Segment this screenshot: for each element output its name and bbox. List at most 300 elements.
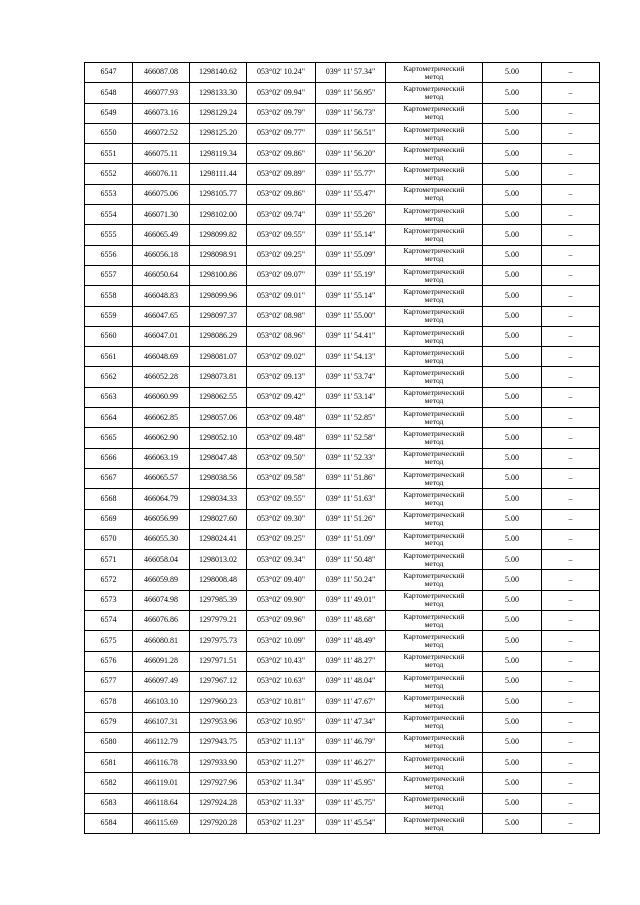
table-row <box>85 448 600 468</box>
table-row <box>85 753 600 773</box>
longitude-cell: 039° 11' 56.20" <box>316 144 386 164</box>
table-row <box>85 245 600 265</box>
latitude-cell: 053°02' 09.55" <box>247 225 316 245</box>
y-coordinate-cell: 1298119.34 <box>190 144 247 164</box>
method-cell <box>386 793 483 813</box>
x-coordinate-cell: 466107.31 <box>133 712 190 732</box>
method-line2: метод <box>424 234 444 244</box>
table-row <box>85 367 600 387</box>
table-row <box>85 468 600 488</box>
accuracy-cell: 5.00 <box>483 63 542 83</box>
y-coordinate-cell: 1298099.82 <box>190 225 247 245</box>
table-row <box>85 265 600 285</box>
latitude-cell: 053°02' 09.13" <box>247 367 316 387</box>
method-cell <box>386 753 483 773</box>
method-line1: Картометрический <box>403 571 465 581</box>
method-line1: Картометрический <box>403 449 465 459</box>
method-line2: метод <box>424 761 444 771</box>
point-number-cell: 6568 <box>85 489 133 509</box>
method-line2: метод <box>424 91 444 101</box>
table-row <box>85 103 600 123</box>
method-cell <box>386 83 483 103</box>
latitude-cell: 053°02' 09.89" <box>247 164 316 184</box>
x-coordinate-cell: 466103.10 <box>133 692 190 712</box>
method-line2: метод <box>424 436 444 446</box>
x-coordinate-cell: 466063.19 <box>133 448 190 468</box>
x-coordinate-cell: 466062.85 <box>133 408 190 428</box>
method-line2: метод <box>424 579 444 589</box>
method-line2: метод <box>424 152 444 162</box>
accuracy-cell: 5.00 <box>483 529 542 549</box>
y-coordinate-cell: 1298052.10 <box>190 428 247 448</box>
longitude-cell: 039° 11' 55.26" <box>316 205 386 225</box>
accuracy-cell: 5.00 <box>483 590 542 610</box>
x-coordinate-cell: 466073.16 <box>133 103 190 123</box>
point-number-cell: 6578 <box>85 692 133 712</box>
x-coordinate-cell: 466077.93 <box>133 83 190 103</box>
latitude-cell: 053°02' 09.96" <box>247 611 316 631</box>
method-line1: Картометрический <box>403 652 465 662</box>
note-cell: – <box>542 245 600 265</box>
method-line1: Картометрический <box>403 347 465 357</box>
method-line2: метод <box>424 802 444 812</box>
point-number-cell: 6556 <box>85 245 133 265</box>
method-cell <box>386 448 483 468</box>
method-line1: Картометрический <box>403 185 465 195</box>
longitude-cell: 039° 11' 54.13" <box>316 347 386 367</box>
note-cell: – <box>542 611 600 631</box>
longitude-cell: 039° 11' 55.47" <box>316 184 386 204</box>
note-cell: – <box>542 164 600 184</box>
note-cell: – <box>542 753 600 773</box>
method-line2: метод <box>424 396 444 406</box>
note-cell: – <box>542 144 600 164</box>
method-line1: Картометрический <box>403 286 465 296</box>
method-line1: Картометрический <box>403 611 465 621</box>
y-coordinate-cell: 1298125.20 <box>190 123 247 143</box>
accuracy-cell: 5.00 <box>483 813 542 833</box>
point-number-cell: 6575 <box>85 631 133 651</box>
longitude-cell: 039° 11' 48.27" <box>316 651 386 671</box>
note-cell: – <box>542 225 600 245</box>
longitude-cell: 039° 11' 55.14" <box>316 225 386 245</box>
method-line2: метод <box>424 619 444 629</box>
method-line2: метод <box>424 315 444 325</box>
y-coordinate-cell: 1297927.96 <box>190 773 247 793</box>
point-number-cell: 6561 <box>85 347 133 367</box>
point-number-cell: 6577 <box>85 671 133 691</box>
method-cell <box>386 144 483 164</box>
table-row <box>85 590 600 610</box>
accuracy-cell: 5.00 <box>483 448 542 468</box>
method-line1: Картометрический <box>403 368 465 378</box>
point-number-cell: 6567 <box>85 468 133 488</box>
longitude-cell: 039° 11' 47.67" <box>316 692 386 712</box>
method-line1: Картометрический <box>403 226 465 236</box>
longitude-cell: 039° 11' 55.09" <box>316 245 386 265</box>
accuracy-cell: 5.00 <box>483 692 542 712</box>
coordinates-table <box>84 62 600 834</box>
method-cell <box>386 529 483 549</box>
accuracy-cell: 5.00 <box>483 286 542 306</box>
x-coordinate-cell: 466075.06 <box>133 184 190 204</box>
point-number-cell: 6547 <box>85 63 133 83</box>
y-coordinate-cell: 1298057.06 <box>190 408 247 428</box>
method-line1: Картометрический <box>403 165 465 175</box>
accuracy-cell: 5.00 <box>483 793 542 813</box>
table-row <box>85 326 600 346</box>
note-cell: – <box>542 184 600 204</box>
note-cell: – <box>542 428 600 448</box>
method-line1: Картометрический <box>403 388 465 398</box>
latitude-cell: 053°02' 10.95" <box>247 712 316 732</box>
longitude-cell: 039° 11' 57.34" <box>316 63 386 83</box>
method-line1: Картометрический <box>403 774 465 784</box>
method-line1: Картометрический <box>403 469 465 479</box>
x-coordinate-cell: 466087.08 <box>133 63 190 83</box>
note-cell: – <box>542 83 600 103</box>
point-number-cell: 6562 <box>85 367 133 387</box>
accuracy-cell: 5.00 <box>483 123 542 143</box>
method-cell <box>386 164 483 184</box>
method-cell <box>386 205 483 225</box>
y-coordinate-cell: 1297975.73 <box>190 631 247 651</box>
table-row <box>85 712 600 732</box>
note-cell: – <box>542 367 600 387</box>
method-line1: Картометрический <box>403 83 465 93</box>
point-number-cell: 6583 <box>85 793 133 813</box>
latitude-cell: 053°02' 11.27" <box>247 753 316 773</box>
table-row <box>85 509 600 529</box>
x-coordinate-cell: 466056.18 <box>133 245 190 265</box>
note-cell: – <box>542 550 600 570</box>
method-cell <box>386 773 483 793</box>
latitude-cell: 053°02' 09.79" <box>247 103 316 123</box>
method-line2: метод <box>424 193 444 203</box>
x-coordinate-cell: 466050.64 <box>133 265 190 285</box>
method-cell <box>386 671 483 691</box>
point-number-cell: 6584 <box>85 813 133 833</box>
y-coordinate-cell: 1297933.90 <box>190 753 247 773</box>
table-row <box>85 611 600 631</box>
accuracy-cell: 5.00 <box>483 265 542 285</box>
x-coordinate-cell: 466080.81 <box>133 631 190 651</box>
longitude-cell: 039° 11' 52.33" <box>316 448 386 468</box>
method-cell <box>386 387 483 407</box>
method-line2: метод <box>424 639 444 649</box>
x-coordinate-cell: 466059.89 <box>133 570 190 590</box>
y-coordinate-cell: 1298027.60 <box>190 509 247 529</box>
method-line2: метод <box>424 71 444 81</box>
table-row <box>85 732 600 752</box>
method-line2: метод <box>424 477 444 487</box>
accuracy-cell: 5.00 <box>483 387 542 407</box>
method-cell <box>386 712 483 732</box>
method-cell <box>386 428 483 448</box>
method-line1: Картометрический <box>403 672 465 682</box>
point-number-cell: 6579 <box>85 712 133 732</box>
table-row <box>85 63 600 83</box>
longitude-cell: 039° 11' 51.09" <box>316 529 386 549</box>
latitude-cell: 053°02' 11.34" <box>247 773 316 793</box>
table-row <box>85 347 600 367</box>
x-coordinate-cell: 466119.01 <box>133 773 190 793</box>
point-number-cell: 6550 <box>85 123 133 143</box>
y-coordinate-cell: 1298097.37 <box>190 306 247 326</box>
accuracy-cell: 5.00 <box>483 631 542 651</box>
note-cell: – <box>542 103 600 123</box>
y-coordinate-cell: 1298047.48 <box>190 448 247 468</box>
x-coordinate-cell: 466112.79 <box>133 732 190 752</box>
point-number-cell: 6548 <box>85 83 133 103</box>
note-cell: – <box>542 813 600 833</box>
y-coordinate-cell: 1297971.51 <box>190 651 247 671</box>
y-coordinate-cell: 1298013.02 <box>190 550 247 570</box>
accuracy-cell: 5.00 <box>483 144 542 164</box>
point-number-cell: 6574 <box>85 611 133 631</box>
point-number-cell: 6576 <box>85 651 133 671</box>
point-number-cell: 6557 <box>85 265 133 285</box>
x-coordinate-cell: 466048.83 <box>133 286 190 306</box>
point-number-cell: 6552 <box>85 164 133 184</box>
point-number-cell: 6582 <box>85 773 133 793</box>
method-cell <box>386 103 483 123</box>
method-line1: Картометрический <box>403 814 465 824</box>
x-coordinate-cell: 466065.49 <box>133 225 190 245</box>
method-line2: метод <box>424 173 444 183</box>
table-row <box>85 692 600 712</box>
note-cell: – <box>542 387 600 407</box>
accuracy-cell: 5.00 <box>483 225 542 245</box>
method-line2: метод <box>424 112 444 122</box>
longitude-cell: 039° 11' 51.26" <box>316 509 386 529</box>
point-number-cell: 6581 <box>85 753 133 773</box>
method-line2: метод <box>424 558 444 568</box>
method-line1: Картометрический <box>403 591 465 601</box>
method-cell <box>386 570 483 590</box>
accuracy-cell: 5.00 <box>483 184 542 204</box>
y-coordinate-cell: 1298073.81 <box>190 367 247 387</box>
method-line1: Картометрический <box>403 550 465 560</box>
table-row <box>85 671 600 691</box>
method-line1: Картометрический <box>403 713 465 723</box>
accuracy-cell: 5.00 <box>483 428 542 448</box>
y-coordinate-cell: 1298140.62 <box>190 63 247 83</box>
x-coordinate-cell: 466060.99 <box>133 387 190 407</box>
table-row <box>85 773 600 793</box>
longitude-cell: 039° 11' 56.73" <box>316 103 386 123</box>
latitude-cell: 053°02' 10.43" <box>247 651 316 671</box>
y-coordinate-cell: 1298100.86 <box>190 265 247 285</box>
note-cell: – <box>542 773 600 793</box>
y-coordinate-cell: 1297953.96 <box>190 712 247 732</box>
accuracy-cell: 5.00 <box>483 732 542 752</box>
point-number-cell: 6572 <box>85 570 133 590</box>
method-cell <box>386 611 483 631</box>
x-coordinate-cell: 466047.65 <box>133 306 190 326</box>
table-row <box>85 164 600 184</box>
method-cell <box>386 813 483 833</box>
note-cell: – <box>542 509 600 529</box>
latitude-cell: 053°02' 11.13" <box>247 732 316 752</box>
method-cell <box>386 732 483 752</box>
note-cell: – <box>542 468 600 488</box>
method-line2: метод <box>424 497 444 507</box>
note-cell: – <box>542 408 600 428</box>
x-coordinate-cell: 466071.30 <box>133 205 190 225</box>
longitude-cell: 039° 11' 45.54" <box>316 813 386 833</box>
longitude-cell: 039° 11' 46.27" <box>316 753 386 773</box>
longitude-cell: 039° 11' 48.49" <box>316 631 386 651</box>
y-coordinate-cell: 1298099.96 <box>190 286 247 306</box>
method-line2: метод <box>424 335 444 345</box>
latitude-cell: 053°02' 09.42" <box>247 387 316 407</box>
method-line2: метод <box>424 132 444 142</box>
x-coordinate-cell: 466064.79 <box>133 489 190 509</box>
y-coordinate-cell: 1297920.28 <box>190 813 247 833</box>
y-coordinate-cell: 1298098.91 <box>190 245 247 265</box>
x-coordinate-cell: 466065.57 <box>133 468 190 488</box>
method-line2: метод <box>424 416 444 426</box>
x-coordinate-cell: 466058.04 <box>133 550 190 570</box>
method-line1: Картометрический <box>403 753 465 763</box>
table-row <box>85 144 600 164</box>
accuracy-cell: 5.00 <box>483 367 542 387</box>
accuracy-cell: 5.00 <box>483 306 542 326</box>
note-cell: – <box>542 123 600 143</box>
method-cell <box>386 631 483 651</box>
method-line2: метод <box>424 721 444 731</box>
latitude-cell: 053°02' 09.77" <box>247 123 316 143</box>
method-line2: метод <box>424 599 444 609</box>
coordinates-table-body <box>85 63 600 834</box>
method-cell <box>386 326 483 346</box>
method-cell <box>386 245 483 265</box>
y-coordinate-cell: 1297943.75 <box>190 732 247 752</box>
method-cell <box>386 306 483 326</box>
y-coordinate-cell: 1298008.48 <box>190 570 247 590</box>
latitude-cell: 053°02' 09.25" <box>247 529 316 549</box>
point-number-cell: 6569 <box>85 509 133 529</box>
method-cell <box>386 123 483 143</box>
latitude-cell: 053°02' 09.55" <box>247 489 316 509</box>
accuracy-cell: 5.00 <box>483 164 542 184</box>
accuracy-cell: 5.00 <box>483 347 542 367</box>
method-cell <box>386 468 483 488</box>
accuracy-cell: 5.00 <box>483 550 542 570</box>
longitude-cell: 039° 11' 47.34" <box>316 712 386 732</box>
point-number-cell: 6580 <box>85 732 133 752</box>
accuracy-cell: 5.00 <box>483 205 542 225</box>
longitude-cell: 039° 11' 56.51" <box>316 123 386 143</box>
latitude-cell: 053°02' 09.74" <box>247 205 316 225</box>
longitude-cell: 039° 11' 55.14" <box>316 286 386 306</box>
longitude-cell: 039° 11' 53.14" <box>316 387 386 407</box>
accuracy-cell: 5.00 <box>483 611 542 631</box>
method-line2: метод <box>424 538 444 548</box>
accuracy-cell: 5.00 <box>483 712 542 732</box>
method-line2: метод <box>424 376 444 386</box>
method-line1: Картометрический <box>403 124 465 134</box>
longitude-cell: 039° 11' 53.74" <box>316 367 386 387</box>
note-cell: – <box>542 651 600 671</box>
method-line1: Картометрический <box>403 246 465 256</box>
table-row <box>85 793 600 813</box>
note-cell: – <box>542 489 600 509</box>
method-cell <box>386 509 483 529</box>
method-line2: метод <box>424 660 444 670</box>
method-line2: метод <box>424 254 444 264</box>
y-coordinate-cell: 1298111.44 <box>190 164 247 184</box>
latitude-cell: 053°02' 09.02" <box>247 347 316 367</box>
x-coordinate-cell: 466074.98 <box>133 590 190 610</box>
y-coordinate-cell: 1298034.33 <box>190 489 247 509</box>
latitude-cell: 053°02' 10.24" <box>247 63 316 83</box>
note-cell: – <box>542 712 600 732</box>
y-coordinate-cell: 1298062.55 <box>190 387 247 407</box>
table-row <box>85 306 600 326</box>
accuracy-cell: 5.00 <box>483 245 542 265</box>
latitude-cell: 053°02' 10.09" <box>247 631 316 651</box>
point-number-cell: 6566 <box>85 448 133 468</box>
latitude-cell: 053°02' 09.40" <box>247 570 316 590</box>
latitude-cell: 053°02' 09.30" <box>247 509 316 529</box>
y-coordinate-cell: 1298024.41 <box>190 529 247 549</box>
method-line1: Картометрический <box>403 266 465 276</box>
table-row <box>85 205 600 225</box>
latitude-cell: 053°02' 08.98" <box>247 306 316 326</box>
note-cell: – <box>542 692 600 712</box>
point-number-cell: 6563 <box>85 387 133 407</box>
method-line1: Картометрический <box>403 489 465 499</box>
table-row <box>85 529 600 549</box>
point-number-cell: 6554 <box>85 205 133 225</box>
accuracy-cell: 5.00 <box>483 326 542 346</box>
x-coordinate-cell: 466052.28 <box>133 367 190 387</box>
table-row <box>85 550 600 570</box>
latitude-cell: 053°02' 09.50" <box>247 448 316 468</box>
latitude-cell: 053°02' 09.90" <box>247 590 316 610</box>
method-cell <box>386 651 483 671</box>
longitude-cell: 039° 11' 51.86" <box>316 468 386 488</box>
table-row <box>85 489 600 509</box>
point-number-cell: 6570 <box>85 529 133 549</box>
table-row <box>85 408 600 428</box>
point-number-cell: 6573 <box>85 590 133 610</box>
latitude-cell: 053°02' 10.81" <box>247 692 316 712</box>
note-cell: – <box>542 205 600 225</box>
accuracy-cell: 5.00 <box>483 773 542 793</box>
note-cell: – <box>542 326 600 346</box>
longitude-cell: 039° 11' 55.00" <box>316 306 386 326</box>
x-coordinate-cell: 466116.78 <box>133 753 190 773</box>
latitude-cell: 053°02' 09.86" <box>247 184 316 204</box>
method-cell <box>386 63 483 83</box>
accuracy-cell: 5.00 <box>483 570 542 590</box>
method-cell <box>386 367 483 387</box>
longitude-cell: 039° 11' 48.68" <box>316 611 386 631</box>
longitude-cell: 039° 11' 49.01" <box>316 590 386 610</box>
y-coordinate-cell: 1298129.24 <box>190 103 247 123</box>
point-number-cell: 6559 <box>85 306 133 326</box>
method-line2: метод <box>424 741 444 751</box>
method-line2: метод <box>424 274 444 284</box>
table-row <box>85 225 600 245</box>
method-line2: метод <box>424 822 444 832</box>
note-cell: – <box>542 590 600 610</box>
accuracy-cell: 5.00 <box>483 83 542 103</box>
y-coordinate-cell: 1298038.56 <box>190 468 247 488</box>
